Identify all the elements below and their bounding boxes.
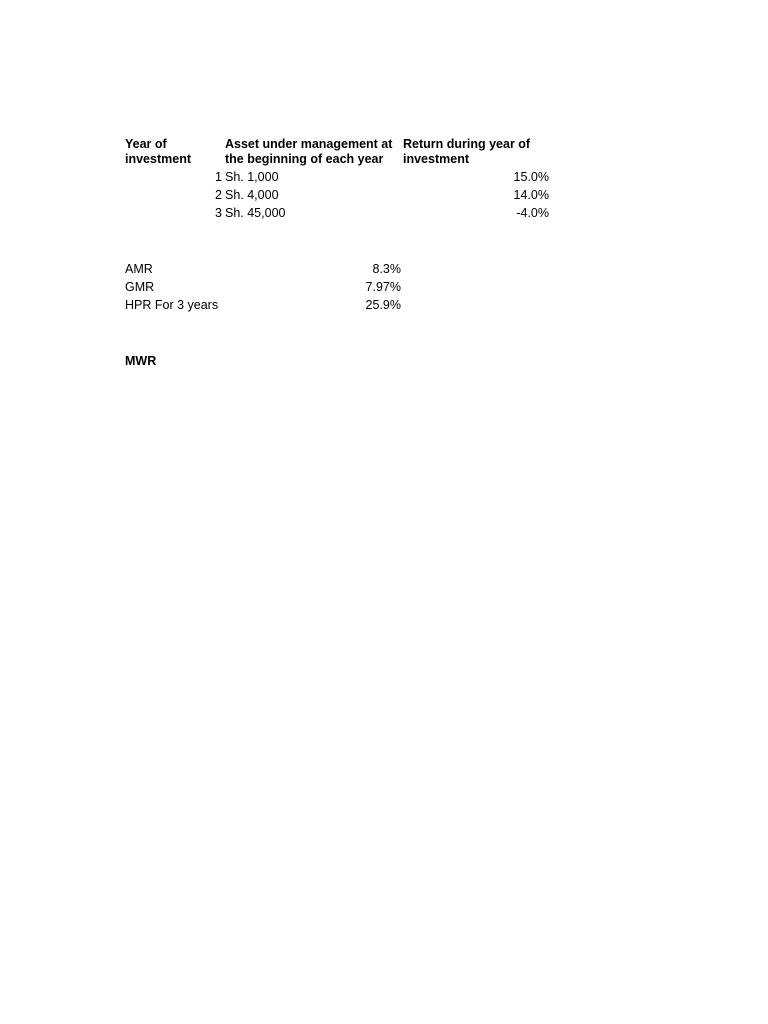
aum-cell: Sh. 45,000 (225, 206, 286, 220)
return-cell: 15.0% (513, 170, 549, 184)
year-cell: 2 (215, 188, 222, 202)
aum-cell: Sh. 4,000 (225, 188, 279, 202)
year-cell: 3 (215, 206, 222, 220)
table-row (0, 188, 768, 206)
table-row (0, 170, 768, 188)
mwr-section-label: MWR (125, 354, 157, 368)
return-cell: 14.0% (513, 188, 549, 202)
header-return-during-year: Return during year of investment (403, 137, 531, 166)
header-year-of-investment: Year of investment (125, 137, 191, 166)
metric-row-hpr (0, 298, 768, 316)
metric-row-amr (0, 262, 768, 280)
metric-row-gmr (0, 280, 768, 298)
metric-label: AMR (125, 262, 153, 276)
metric-label: HPR For 3 years (125, 298, 219, 312)
metric-value: 7.97% (365, 280, 401, 294)
metric-label: GMR (125, 280, 155, 294)
metric-value: 25.9% (365, 298, 401, 312)
year-cell: 1 (215, 170, 222, 184)
return-cell: -4.0% (516, 206, 549, 220)
header-asset-under-management: Asset under management at the beginning of each year (225, 137, 393, 166)
metric-value: 8.3% (372, 262, 401, 276)
table-row (0, 206, 768, 224)
aum-cell: Sh. 1,000 (225, 170, 279, 184)
